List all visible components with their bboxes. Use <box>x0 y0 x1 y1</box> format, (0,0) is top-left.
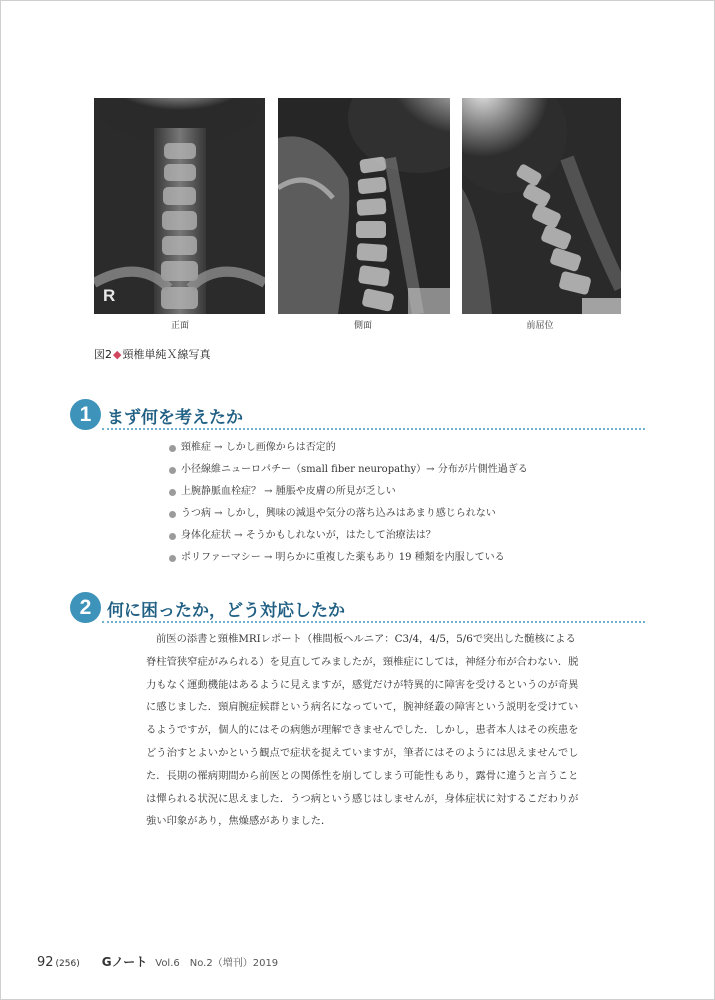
dotted-divider <box>102 621 645 623</box>
paragraph-line: どう治すとよいかという観点で症状を捉えていますが，筆者にはそのようには思えませんでし <box>146 746 579 759</box>
paragraph-line: 前医の添書と頸椎MRIレポート（椎間板ヘルニア：C3/4，4/5，5/6で突出した髄核による <box>156 633 576 645</box>
figure-title-text: 頸椎単純Ｘ線写真 <box>122 348 211 361</box>
dotted-divider <box>102 428 645 430</box>
xray-side-marker: R <box>103 286 116 305</box>
paragraph-line: は憚られる状況に思えました．うつ病という感じはしませんが，身体症状に対するこだわりが <box>146 792 579 805</box>
xray-caption-flexion: 前屈位 <box>526 321 554 331</box>
magazine-title: Gノート <box>101 955 148 969</box>
section-title: 何に困ったか，どう対応したか <box>107 601 345 621</box>
body-paragraph <box>146 628 640 833</box>
figure-number: 図2 <box>94 348 112 361</box>
xray-lateral-image <box>278 98 450 314</box>
list-item: ポリファーマシー → 明らかに重複した薬もあり 19 種類を内服している <box>168 547 638 569</box>
page-footer <box>37 953 278 970</box>
xray-caption-frontal: 正面 <box>170 321 189 331</box>
figure-title <box>94 346 210 362</box>
list-item: 頸椎症 → しかし画像からは否定的 <box>168 437 638 459</box>
page-number-sub: (256) <box>55 959 80 969</box>
list-item: 小径線維ニューロパチー（small fiber neuropathy）→ 分布が片側性過ぎる <box>168 459 638 481</box>
section-number-badge: 1 <box>70 399 101 430</box>
xray-figure <box>94 98 621 314</box>
paragraph-line: るようですが，個人的にはその病態が理解できませんでした．しかし，患者本人はその疾患を <box>146 724 579 737</box>
paragraph-line: に感じました．頸肩腕症候群という病名になっていて，腕神経叢の障害という説明を受けてい <box>146 701 579 714</box>
section-title: まず何を考えたか <box>107 408 243 428</box>
paragraph-line: 強い印象があり，焦燥感がありました． <box>146 815 332 828</box>
differential-list <box>168 437 638 569</box>
list-item: 上腕静脈血栓症？ → 腫脹や皮膚の所見が乏しい <box>168 481 638 503</box>
volume-info: Vol.6 No.2（増刊）2019 <box>155 958 279 969</box>
section-1-heading <box>70 399 645 433</box>
paragraph-line: 力もなく運動機能はあるように見えますが，感覚だけが特異的に障害を受けるというのが奇異 <box>146 678 579 691</box>
section-2-heading <box>70 592 645 626</box>
xray-caption-lateral: 側面 <box>353 321 372 331</box>
diamond-icon: ◆ <box>113 348 122 361</box>
list-item: 身体化症状 → そうかもしれないが，はたして治療法は？ <box>168 525 638 547</box>
xray-frontal-image <box>94 98 265 314</box>
page-number: 92 <box>37 955 54 970</box>
paragraph-line: 脊柱管狭窄症がみられる）を見直してみましたが，頸椎症にしては，神経分布が合わない．脱 <box>146 655 579 668</box>
paragraph-line: た．長期の罹病期間から前医との関係性を崩してしまう可能性もあり，露骨に違うと言うこと <box>146 769 579 782</box>
section-number-badge: 2 <box>70 592 101 623</box>
list-item: うつ病 → しかし，興味の減退や気分の落ち込みはあまり感じられない <box>168 503 638 525</box>
xray-flexion-image <box>462 98 621 314</box>
